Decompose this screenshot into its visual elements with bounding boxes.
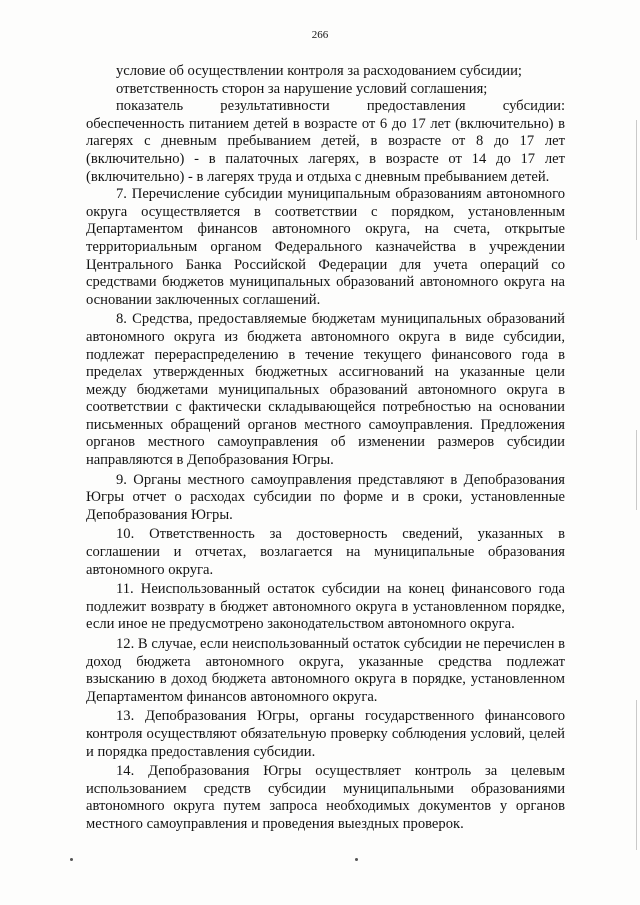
paragraph-item-12: 12. В случае, если неиспользованный остаток субсидии не перечислен в доход бюджета автономного округа, указанные средства подлежат взысканию в доход бюджета автономного округа в порядке, установленном Департаментом финансов автономного округа. xyxy=(86,636,565,705)
paragraph-item-13: 13. Депобразования Югры, органы государственного финансового контроля осуществляют обязательную проверку соблюдения условий, целей и порядка предоставления субсидии. xyxy=(86,708,565,760)
page-number: 266 xyxy=(311,29,329,41)
paragraph-item-7: 7. Перечисление субсидии муниципальным образованиям автономного округа осуществляется в соответствии с порядком, установленным Департаментом финансов автономного округа, на счета, открытые территориальным органом Федерального казначейства в учреждении Центрального Банка Российской Федерации для учета операций со средствами бюджетов муниципальных образований автономного округа на основании заключенных соглашений. xyxy=(86,186,565,308)
scan-edge-mark xyxy=(636,120,637,240)
paragraph-control-condition: условие об осуществлении контроля за расходованием субсидии; xyxy=(116,63,522,79)
paragraph-item-9: 9. Органы местного самоуправления представляют в Депобразования Югры отчет о расходах субсидии по форме и в сроки, установленные Депобразования Югры. xyxy=(86,471,565,523)
paragraph-item-11: 11. Неиспользованный остаток субсидии на конец финансового года подлежит возврату в бюджет автономного округа в установленном порядке, если иное не предусмотрено законодательством автономного округа. xyxy=(86,581,565,633)
scan-speck xyxy=(355,858,358,861)
scan-speck xyxy=(70,858,73,861)
document-body xyxy=(86,63,565,834)
paragraph-item-10: 10. Ответственность за достоверность сведений, указанных в соглашении и отчетах, возлагается на муниципальные образования автономного округа. xyxy=(86,526,565,578)
paragraph-item-14: 14. Депобразования Югры осуществляет контроль за целевым использованием средств субсидии муниципальными образованиями автономного округа путем запроса необходимых документов у органов местного самоуправления и проведения выездных проверок. xyxy=(86,763,565,832)
paragraph-performance-indicator: показатель результативности предоставления субсидии: обеспеченность питанием детей в возрасте от 6 до 17 лет (включительно) в лагерях с дневным пребыванием детей, в возрасте от 8 до 17 лет (включительно) - в палаточных лагерях, в возрасте от 14 до 17 лет (включительно) - в лагерях труда и отдыха с дневным пребыванием детей. xyxy=(86,98,565,185)
scan-edge-mark xyxy=(636,700,637,850)
scan-edge-mark xyxy=(636,430,637,510)
paragraph-responsibility: ответственность сторон за нарушение условий соглашения; xyxy=(116,80,488,97)
paragraph-item-8: 8. Средства, предоставляемые бюджетам муниципальных образований автономного округа из бюджета автономного округа в виде субсидии, подлежат перераспределению в течение текущего финансового года в пределах утвержденных бюджетных ассигнований на указанные цели между бюджетами муниципальных образований автономного округа в соответствии с фактически складывающейся потребностью на основании письменных обращений органов местного самоуправления. Предложения органов местного самоуправления об изменении размеров субсидии направляются в Депобразования Югры. xyxy=(86,311,565,469)
